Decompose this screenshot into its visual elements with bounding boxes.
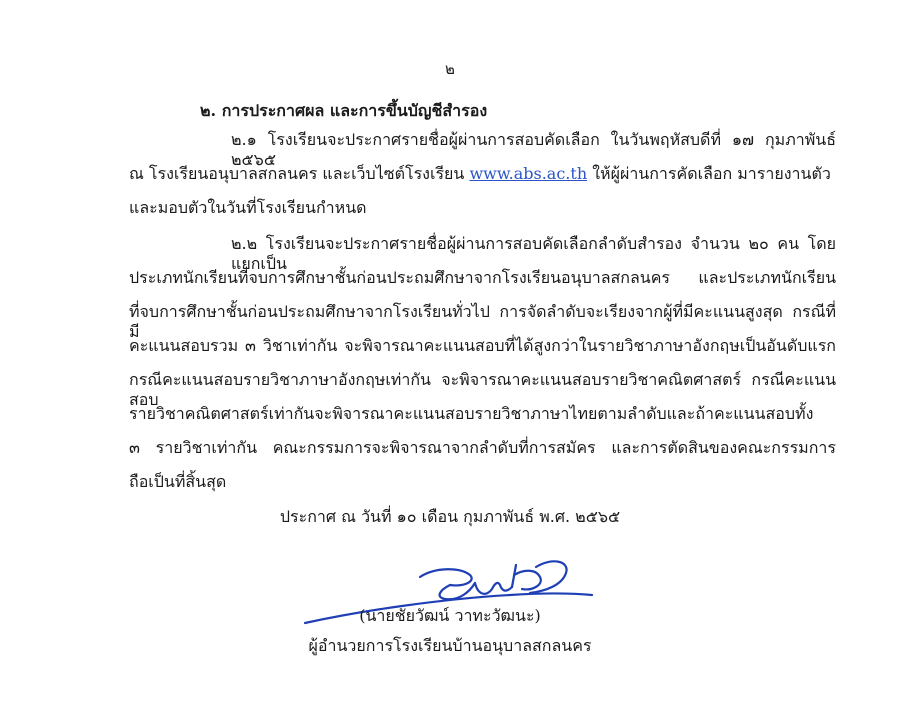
paragraph-2-2-line: รายวิชาคณิตศาสตร์เท่ากันจะพิจารณาคะแนนสอบรายวิชาภาษาไทยตามลำดับและถ้าคะแนนสอบทั้ง xyxy=(129,404,814,423)
paragraph-2-2-line: ๒.๒ โรงเรียนจะประกาศรายชื่อผู้ผ่านการสอบคัดเลือกลำดับสำรอง จำนวน ๒๐ คน โดยแยกเป็น xyxy=(231,234,836,273)
paragraph-2-1-line-2-start: ณ โรงเรียนอนุบาลสกลนคร และเว็บไซต์โรงเรียน xyxy=(129,164,470,183)
signer-name: (นายชัยวัฒน์ วาทะวัฒนะ) xyxy=(359,606,541,625)
paragraph-2-1-line-3: และมอบตัวในวันที่โรงเรียนกำหนด xyxy=(129,198,367,217)
paragraph-2-2-line: ๓ รายวิชาเท่ากัน คณะกรรมการจะพิจารณาจากลำดับที่การสมัคร และการตัดสินของคณะกรรมการ xyxy=(129,438,836,457)
paragraph-2-1-line-2 xyxy=(129,164,837,184)
signer-title: ผู้อำนวยการโรงเรียนบ้านอนุบาลสกลนคร xyxy=(308,636,592,655)
announcement-date: ประกาศ ณ วันที่ ๑๐ เดือน กุมภาพันธ์ พ.ศ. ๒๕๖๕ xyxy=(279,507,621,526)
paragraph-2-1-line-2-end: ให้ผู้ผ่านการคัดเลือก มารายงานตัว xyxy=(587,164,831,183)
section-heading: ๒. การประกาศผล และการขึ้นบัญชีสำรอง xyxy=(200,101,488,120)
paragraph-2-2-line: ประเภทนักเรียนที่จบการศึกษาชั้นก่อนประถมศึกษาจากโรงเรียนอนุบาลสกลนคร และประเภทนักเรียน xyxy=(129,268,836,287)
paragraph-2-2-line: ที่จบการศึกษาชั้นก่อนประถมศึกษาจากโรงเรียนทั่วไป การจัดลำดับจะเรียงจากผู้ที่มีคะแนนสูงสุด กรณีที่มี xyxy=(129,302,836,341)
paragraph-2-2-line: คะแนนสอบรวม ๓ วิชาเท่ากัน จะพิจารณาคะแนนสอบที่ได้สูงกว่าในรายวิชาภาษาอังกฤษเป็นอันดับแรก xyxy=(129,336,836,355)
page-number: ๒ xyxy=(445,60,455,78)
school-website-link[interactable]: www.abs.ac.th xyxy=(469,164,588,183)
paragraph-2-2-line: ถือเป็นที่สิ้นสุด xyxy=(129,472,227,491)
paragraph-2-1-line-1: ๒.๑ โรงเรียนจะประกาศรายชื่อผู้ผ่านการสอบคัดเลือก ในวันพฤหัสบดีที่ ๑๗ กุมภาพันธ์ ๒๕๖๕ xyxy=(231,130,836,169)
paragraph-2-2-line: กรณีคะแนนสอบรายวิชาภาษาอังกฤษเท่ากัน จะพิจารณาคะแนนสอบรายวิชาคณิตศาสตร์ กรณีคะแนนสอบ xyxy=(129,370,836,409)
